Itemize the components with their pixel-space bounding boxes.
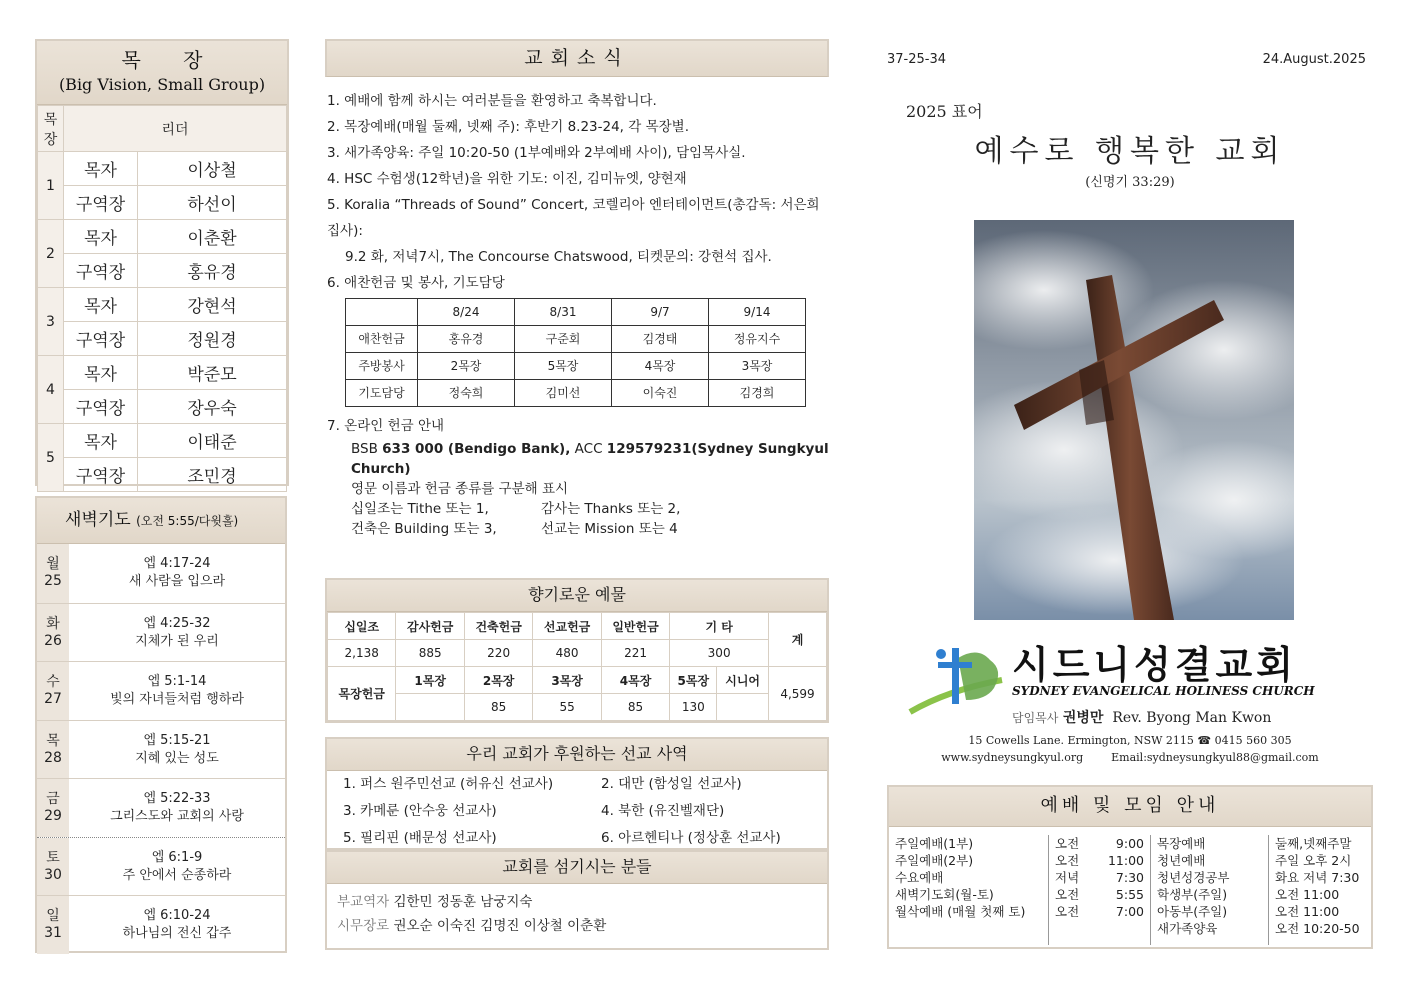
bsb-label: BSB — [351, 441, 383, 457]
dawn-date: 31 — [44, 925, 62, 941]
offering-head: 기 타 — [670, 613, 769, 640]
mok-value — [396, 694, 464, 721]
schedule-entry: 오전 11:00 — [1275, 887, 1340, 902]
duty-table — [345, 298, 806, 407]
table-row — [346, 380, 806, 407]
dawn-ref: 엡 4:17-24 — [143, 556, 211, 571]
dawn-theme: 빛의 자녀들처럼 행하라 — [110, 692, 244, 707]
dawn-list — [37, 544, 285, 954]
news-body — [327, 88, 832, 539]
staff-row — [327, 890, 827, 914]
offering-head: 감사헌금 — [396, 613, 464, 640]
dawn-day — [37, 721, 69, 779]
dawn-weekday: 목 — [46, 732, 60, 749]
dawn-day — [37, 779, 69, 837]
bsb-number: 633 000 (Bendigo Bank), — [382, 441, 571, 457]
offering-panel — [325, 578, 829, 723]
schedule-entry: 청년성경공부 — [1157, 870, 1230, 885]
mission-panel — [325, 737, 829, 850]
motto-year: 2025 표어 — [906, 102, 983, 121]
duty-cell: 구준회 — [515, 326, 612, 353]
dawn-passage — [69, 721, 285, 779]
duty-date: 8/24 — [418, 299, 515, 326]
table-row — [38, 458, 287, 492]
dawn-prayer-panel — [35, 496, 287, 953]
schedule-entry: 청년예배 — [1157, 853, 1206, 868]
table-row — [38, 322, 287, 356]
dawn-passage — [69, 662, 285, 720]
dawn-ref: 엡 6:1-9 — [151, 849, 203, 865]
mokjang-table — [37, 105, 287, 492]
news-item: 1. 예배에 함께 하시는 여러분들을 환영하고 축복합니다. — [327, 93, 657, 109]
mok-value: 85 — [464, 694, 532, 721]
leader-name: 장우숙 — [138, 390, 287, 424]
dawn-row — [37, 778, 285, 837]
dawn-weekday: 금 — [46, 791, 60, 807]
worship-names — [889, 835, 1049, 945]
leader-name: 하선이 — [138, 186, 287, 220]
group-num: 1 — [38, 152, 64, 220]
mokjang-subtitle: (Big Vision, Small Group) — [58, 75, 266, 94]
dawn-date: 30 — [44, 866, 62, 883]
group-num: 4 — [38, 356, 64, 424]
dawn-time: (오전 5:55/다윗홀) — [136, 514, 239, 528]
dawn-ref: 엡 5:15-21 — [143, 732, 211, 748]
dawn-weekday: 수 — [46, 674, 60, 690]
news-title: 교회소식 — [524, 47, 630, 69]
dawn-day — [37, 838, 69, 896]
worship-header — [889, 787, 1371, 827]
dawn-row — [37, 603, 285, 662]
dawn-passage — [69, 779, 285, 837]
dawn-row — [37, 895, 285, 954]
email-link[interactable]: Email:sydneysungkyul88@gmail.com — [1111, 751, 1319, 764]
code-building: 건축은 Building 또는 3, — [351, 521, 497, 537]
staff-role: 시무장로 — [337, 918, 390, 934]
duty-cell: 김경태 — [612, 326, 709, 353]
mok-head: 4목장 — [601, 667, 669, 694]
mokjang-title: 목 장 — [121, 48, 221, 72]
staff-header — [327, 852, 827, 884]
mok-offering-label: 목장헌금 — [328, 667, 396, 721]
schedule-entry: 새벽기도회(월-토) — [895, 887, 994, 902]
dawn-row — [37, 837, 285, 896]
dawn-day — [37, 544, 69, 603]
offering-total: 4,599 — [769, 667, 827, 721]
schedule-entry: 수요예배 — [895, 870, 944, 885]
code-thanks: 감사는 Thanks 또는 2, — [541, 501, 681, 517]
news-item: 6. 애찬헌금 및 봉사, 기도담당 — [327, 275, 505, 291]
duty-corner — [346, 299, 418, 326]
role: 구역장 — [64, 254, 138, 288]
news-item: 5. Koralia “Threads of Sound” Concert, 코렐리아 엔터테이먼트(총감독: 서은희 집사): — [327, 197, 820, 239]
leader-name: 홍유경 — [138, 254, 287, 288]
online-codes — [351, 519, 832, 539]
worship-schedule — [889, 827, 1371, 945]
role: 목자 — [64, 152, 138, 186]
bank-line — [351, 439, 832, 479]
schedule-entry: 둘째,넷째주말 — [1275, 836, 1352, 851]
role: 목자 — [64, 424, 138, 458]
church-name-en: SYDNEY EVANGELICAL HOLINESS CHURCH — [1012, 684, 1315, 698]
mok-head: 2목장 — [464, 667, 532, 694]
staff-names: 김한민 정동훈 남궁지숙 — [393, 894, 533, 910]
meeting-names — [1151, 835, 1269, 945]
dawn-theme: 지혜 있는 성도 — [135, 750, 219, 766]
pastor-name-en: Rev. Byong Man Kwon — [1112, 710, 1272, 726]
duty-cell: 2목장 — [418, 353, 515, 380]
dawn-row — [37, 661, 285, 720]
schedule-entry: 오전 5:55 — [1055, 887, 1144, 902]
offering-head: 건축헌금 — [464, 613, 532, 640]
acc-label: ACC — [570, 441, 607, 457]
leader-name: 정원경 — [138, 322, 287, 356]
role: 목자 — [64, 288, 138, 322]
role: 구역장 — [64, 390, 138, 424]
offering-head: 일반헌금 — [601, 613, 669, 640]
table-row — [38, 254, 287, 288]
mok-value: 85 — [601, 694, 669, 721]
news-item-cont: 9.2 화, 저녁7시, The Concourse Chatswood, 티켓문의: 강현석 집사. — [345, 249, 772, 265]
schedule-entry: 오전 11:00 — [1055, 853, 1144, 868]
motto-verse: (신명기 33:29) — [1085, 175, 1175, 190]
church-logo-icon — [908, 640, 1004, 718]
duty-date: 9/7 — [612, 299, 709, 326]
dawn-weekday: 토 — [46, 849, 60, 866]
staff-title: 교회를 섬기시는 분들 — [502, 857, 652, 876]
role: 구역장 — [64, 322, 138, 356]
schedule-entry: 오전 10:20-50 — [1275, 921, 1360, 936]
group-num: 3 — [38, 288, 64, 356]
online-giving — [327, 439, 832, 539]
offering-value: 2,138 — [328, 640, 396, 667]
offering-title: 향기로운 예물 — [528, 585, 626, 604]
mission-item: 4. 북한 (유진벨재단) — [601, 803, 725, 819]
mokjang-header — [37, 41, 287, 105]
mission-item: 1. 퍼스 원주민선교 (허유신 선교사) — [343, 776, 554, 792]
leader-name: 이태준 — [138, 424, 287, 458]
duty-cell: 정숙희 — [418, 380, 515, 407]
offering-header — [327, 580, 827, 612]
offering-value: 480 — [533, 640, 601, 667]
news-item: 4. HSC 수험생(12학년)을 위한 기도: 이진, 김미뉴엣, 양현재 — [327, 171, 687, 187]
mok-head: 1목장 — [396, 667, 464, 694]
dawn-theme: 주 안에서 순종하라 — [122, 867, 232, 883]
duty-label: 주방봉사 — [346, 353, 418, 380]
group-num: 2 — [38, 220, 64, 288]
pastor-line — [1012, 707, 1271, 727]
mission-item: 3. 카메룬 (안수웅 선교사) — [343, 803, 497, 819]
staff-panel — [325, 850, 829, 950]
offering-value: 885 — [396, 640, 464, 667]
duty-cell: 3목장 — [709, 353, 806, 380]
offering-head: 선교헌금 — [533, 613, 601, 640]
table-row — [38, 424, 287, 458]
duty-cell: 5목장 — [515, 353, 612, 380]
mission-item: 2. 대만 (함성일 선교사) — [601, 776, 742, 792]
role: 구역장 — [64, 458, 138, 492]
worship-title: 예배 및 모임 안내 — [1040, 795, 1220, 816]
duty-label: 애찬헌금 — [346, 326, 418, 353]
church-name-ko: 시드니성결교회 — [1012, 643, 1297, 687]
table-row — [38, 288, 287, 322]
staff-role: 부교역자 — [337, 894, 390, 910]
worship-panel — [887, 785, 1373, 949]
dawn-weekday: 일 — [46, 908, 60, 924]
mok-head: 5목장 — [670, 667, 717, 694]
schedule-entry: 주일 오후 2시 — [1275, 853, 1352, 868]
mission-list — [327, 771, 827, 852]
duty-cell: 정유지수 — [709, 326, 806, 353]
acc-number: 129579231(Sydney Sungkyul Church) — [351, 441, 829, 477]
staff-names: 권오순 이숙진 김명진 이상철 이춘환 — [393, 918, 607, 934]
dawn-theme: 그리스도와 교회의 사랑 — [110, 809, 244, 824]
cross-image — [974, 220, 1294, 620]
dawn-date: 26 — [44, 632, 62, 649]
news-item: 2. 목장예배(매월 둘째, 넷째 주): 후반기 8.23-24, 각 목장별. — [327, 119, 690, 135]
role: 목자 — [64, 220, 138, 254]
dawn-day — [37, 604, 69, 662]
leader-name: 박준모 — [138, 356, 287, 390]
role: 목자 — [64, 356, 138, 390]
duty-cell: 김경희 — [709, 380, 806, 407]
leader-name: 이상철 — [138, 152, 287, 186]
pastor-label: 담임목사 — [1012, 711, 1059, 725]
schedule-entry: 오전 7:00 — [1055, 904, 1144, 919]
dawn-date: 25 — [44, 573, 62, 589]
duty-cell: 김미선 — [515, 380, 612, 407]
table-row — [38, 390, 287, 424]
dawn-passage — [69, 604, 285, 662]
dawn-weekday: 월 — [46, 556, 60, 572]
online-codes — [351, 499, 832, 519]
dawn-header — [37, 498, 285, 544]
duty-date: 8/31 — [515, 299, 612, 326]
schedule-entry: 주일예배(2부) — [895, 853, 974, 868]
mok-head: 3목장 — [533, 667, 601, 694]
schedule-entry: 저녁 7:30 — [1055, 870, 1144, 885]
dawn-ref: 엡 5:22-33 — [143, 791, 211, 806]
dawn-theme: 새 사람을 입으라 — [128, 574, 226, 589]
leader-name: 이춘환 — [138, 220, 287, 254]
offering-value: 220 — [464, 640, 532, 667]
offering-table — [327, 612, 827, 721]
dawn-theme: 지체가 된 우리 — [135, 633, 219, 649]
dawn-date: 29 — [44, 808, 62, 824]
mission-item: 5. 필리핀 (배문성 선교사) — [343, 830, 497, 846]
offering-head: 십일조 — [328, 613, 396, 640]
dawn-ref: 엡 5:1-14 — [147, 674, 207, 689]
duty-cell: 홍유경 — [418, 326, 515, 353]
offering-value: 221 — [601, 640, 669, 667]
pastor-name-ko: 권병만 — [1062, 710, 1104, 726]
mok-value: 130 — [670, 694, 717, 721]
table-row — [346, 353, 806, 380]
col-num: 목장 — [38, 106, 64, 152]
code-mission: 선교는 Mission 또는 4 — [541, 521, 678, 537]
website-link[interactable]: www.sydneysungkyul.org — [941, 751, 1084, 764]
duty-label: 기도담당 — [346, 380, 418, 407]
schedule-entry: 오전 9:00 — [1055, 836, 1144, 851]
cross-icon — [974, 220, 1294, 620]
dawn-passage — [69, 896, 285, 954]
leader-name: 조민경 — [138, 458, 287, 492]
web-line — [880, 751, 1380, 764]
schedule-entry: 학생부(주일) — [1157, 887, 1228, 902]
schedule-entry: 화요 저녁 7:30 — [1275, 870, 1360, 885]
dawn-row — [37, 720, 285, 779]
role: 구역장 — [64, 186, 138, 220]
dawn-row — [37, 544, 285, 603]
news-header — [325, 39, 829, 77]
duty-cell: 이숙진 — [612, 380, 709, 407]
table-row — [38, 152, 287, 186]
mission-header — [327, 739, 827, 771]
leader-name: 강현석 — [138, 288, 287, 322]
schedule-entry: 오전 11:00 — [1275, 904, 1340, 919]
table-row — [38, 186, 287, 220]
bulletin-date: 24.August.2025 — [1262, 52, 1366, 67]
dawn-day — [37, 896, 69, 954]
dawn-day — [37, 662, 69, 720]
mok-value: 55 — [533, 694, 601, 721]
church-address: 15 Cowells Lane. Ermington, NSW 2115 ☎ 0415 560 305 — [968, 734, 1292, 747]
worship-times — [1049, 835, 1151, 945]
dawn-weekday: 화 — [46, 615, 60, 632]
dawn-passage — [69, 544, 285, 603]
mok-value — [717, 694, 769, 721]
table-row — [38, 220, 287, 254]
mokjang-panel — [35, 39, 289, 486]
code-tithe: 십일조는 Tithe 또는 1, — [351, 501, 489, 517]
dawn-date: 27 — [44, 691, 62, 707]
mission-title: 우리 교회가 후원하는 선교 사역 — [466, 744, 688, 763]
schedule-entry: 새가족양육 — [1157, 921, 1218, 936]
duty-cell: 4목장 — [612, 353, 709, 380]
staff-list — [327, 884, 827, 938]
online-note: 영문 이름과 헌금 종류를 구분해 표시 — [351, 481, 569, 497]
schedule-entry: 목장예배 — [1157, 836, 1206, 851]
news-item: 7. 온라인 헌금 안내 — [327, 418, 445, 434]
offering-total-label: 계 — [769, 613, 827, 667]
duty-date: 9/14 — [709, 299, 806, 326]
mok-head: 시니어 — [717, 667, 769, 694]
schedule-entry: 월삭예배 (매월 첫째 토) — [895, 904, 1026, 919]
dawn-passage — [69, 838, 285, 896]
meeting-times — [1269, 835, 1371, 945]
group-num: 5 — [38, 424, 64, 492]
schedule-entry: 주일예배(1부) — [895, 836, 974, 851]
col-leader: 리더 — [64, 106, 287, 152]
dawn-theme: 하나님의 전신 갑주 — [122, 926, 232, 941]
bulletin-code: 37-25-34 — [887, 52, 947, 67]
schedule-entry: 아동부(주일) — [1157, 904, 1228, 919]
motto: 예수로 행복한 교회 — [974, 134, 1286, 169]
mission-item: 6. 아르헨티나 (정상훈 선교사) — [601, 830, 781, 846]
table-row — [38, 356, 287, 390]
dawn-title: 새벽기도 — [65, 510, 131, 530]
table-row — [346, 326, 806, 353]
dawn-ref: 엡 6:10-24 — [143, 908, 211, 923]
news-item: 3. 새가족양육: 주일 10:20-50 (1부예배와 2부예배 사이), 담임목사실. — [327, 145, 746, 161]
staff-row — [327, 914, 827, 938]
dawn-date: 28 — [44, 749, 62, 766]
dawn-ref: 엡 4:25-32 — [143, 615, 211, 631]
offering-value: 300 — [670, 640, 769, 667]
